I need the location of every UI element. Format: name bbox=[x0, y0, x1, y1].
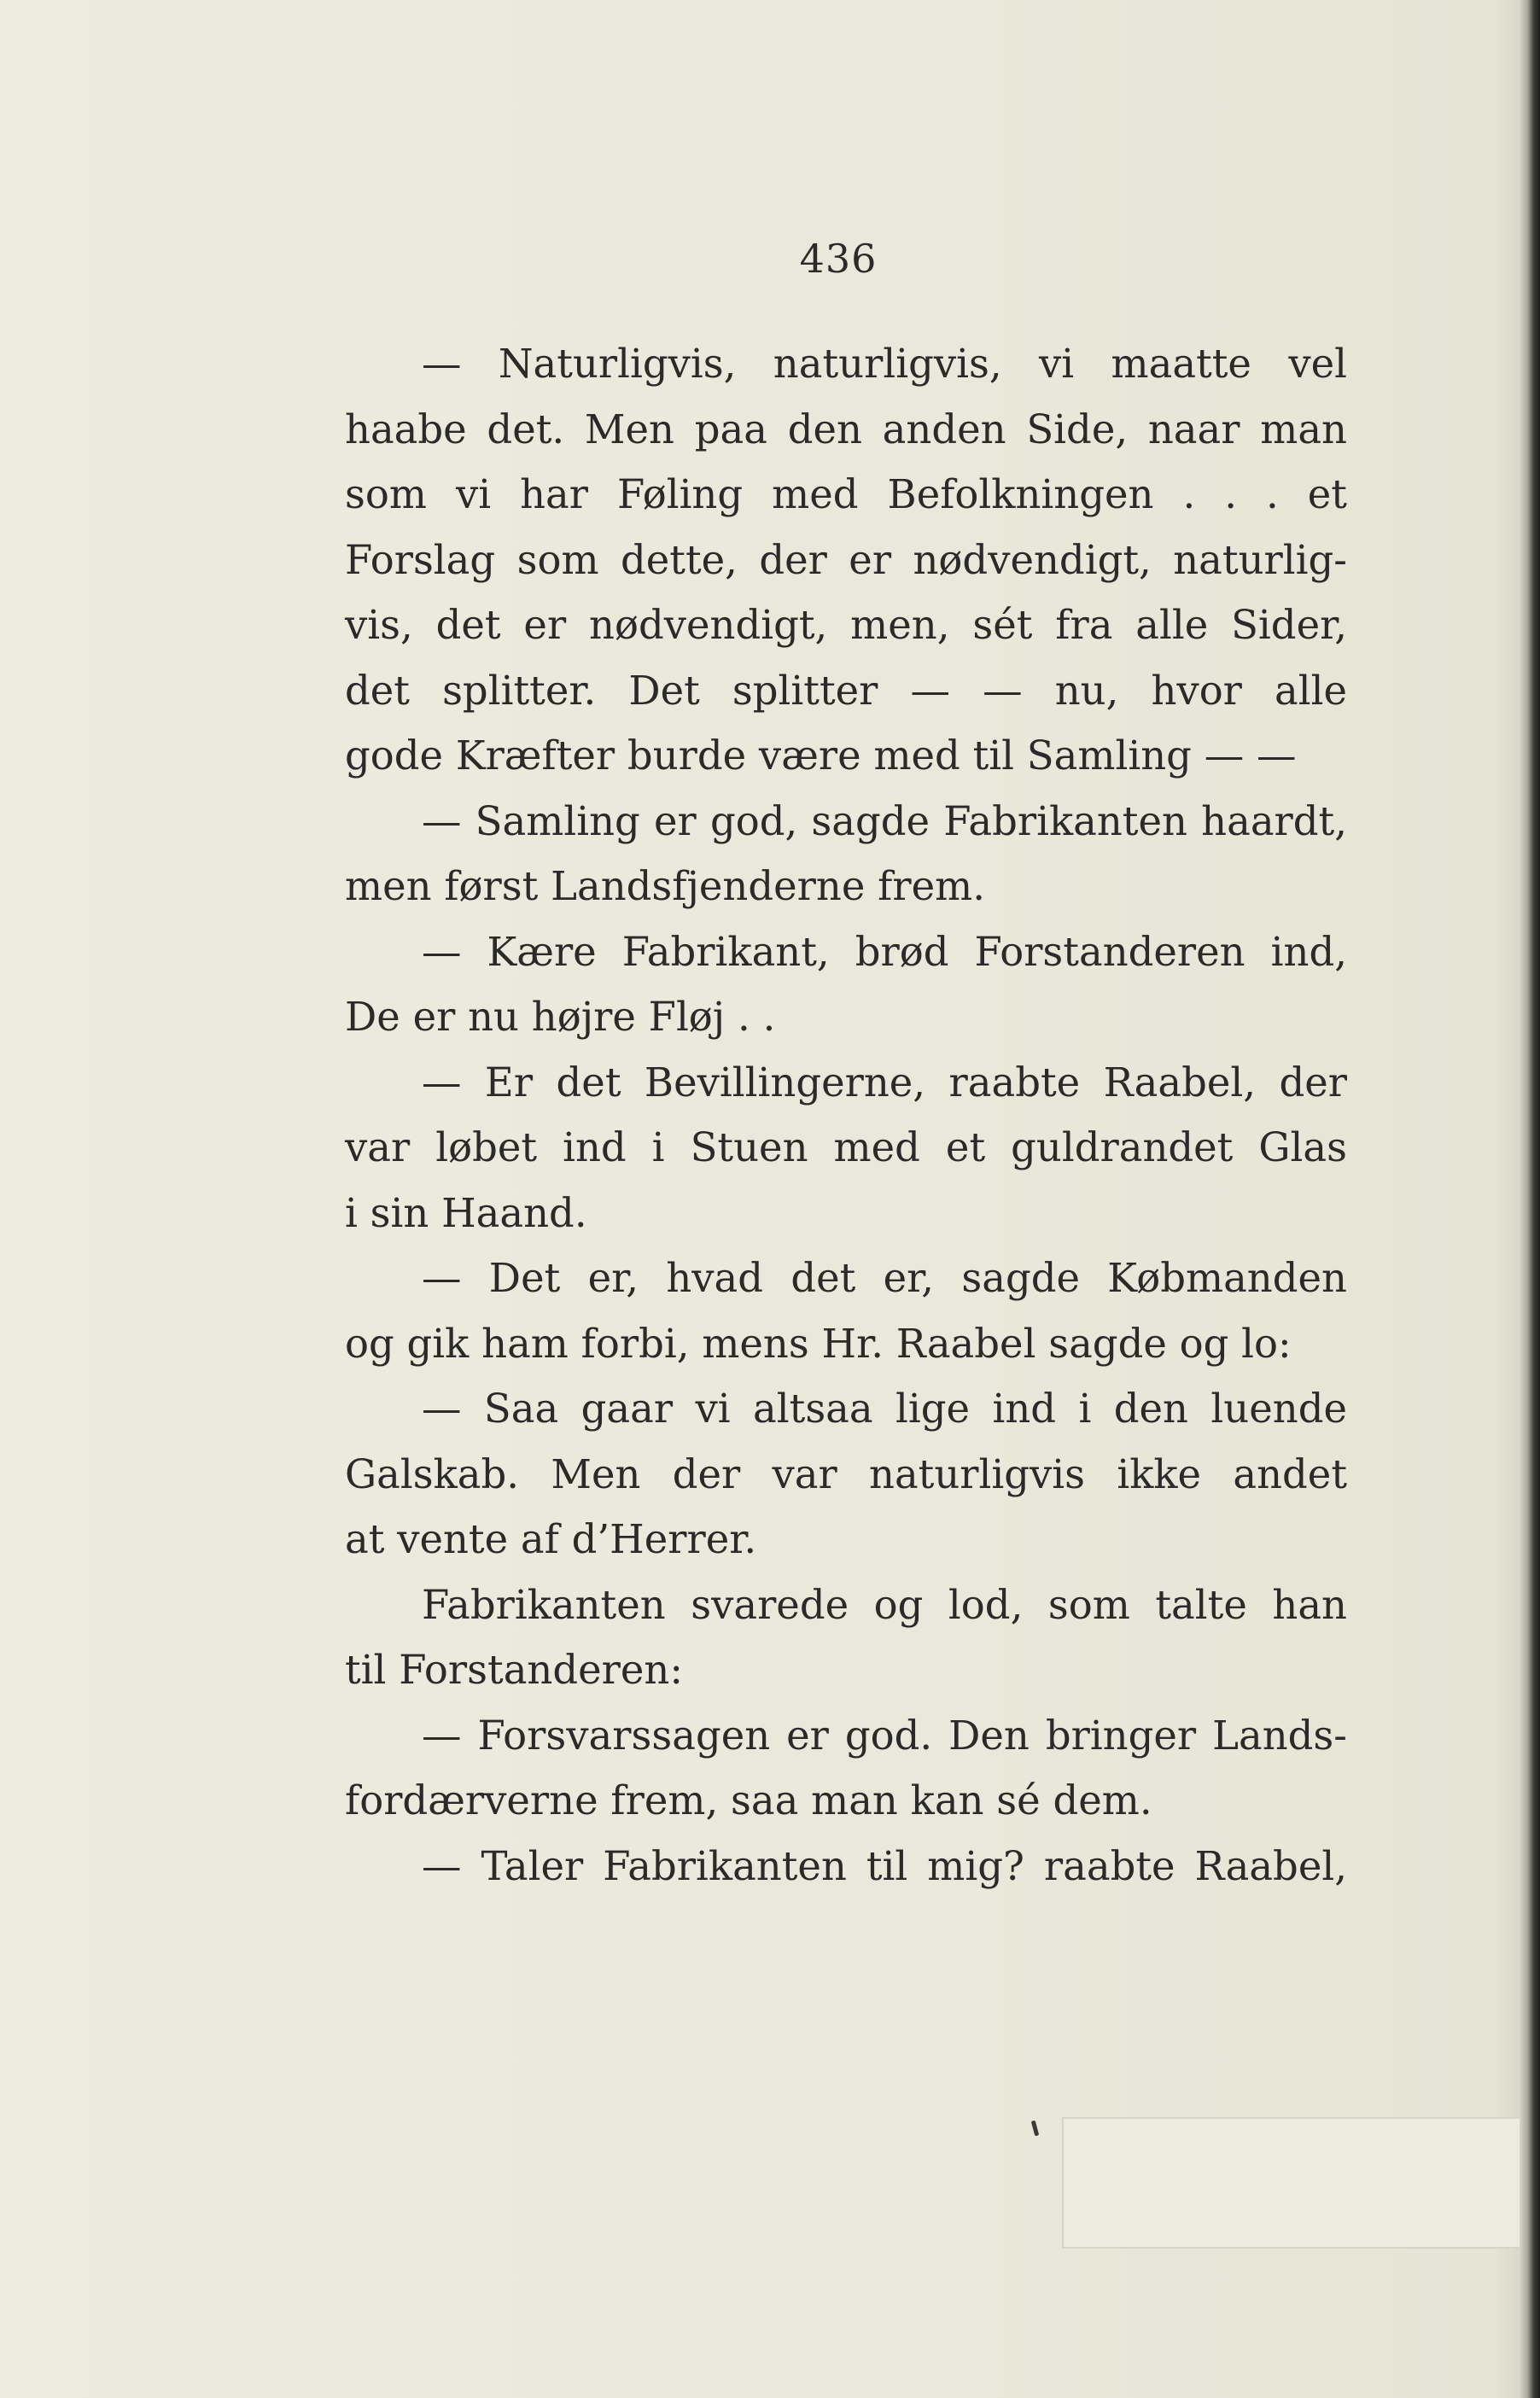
text-line: — Naturligvis, naturligvis, vi maatte vel bbox=[422, 341, 1347, 387]
page-edge-shadow bbox=[1520, 0, 1540, 2398]
ink-speck bbox=[1031, 2121, 1039, 2137]
text-line: det splitter. Det splitter — — nu, hvor alle bbox=[345, 667, 1347, 714]
text-line: Galskab. Men der var naturligvis ikke andet bbox=[345, 1450, 1347, 1497]
text-line: Forslag som dette, der er nødvendigt, naturlig- bbox=[345, 536, 1347, 583]
text-line: gode Kræfter burde være med til Samling — — bbox=[345, 732, 1297, 779]
text-line: Fabrikanten svarede og lod, som talte han bbox=[422, 1581, 1347, 1628]
text-line: — Samling er god, sagde Fabrikanten haardt, bbox=[422, 797, 1347, 844]
text-line: vis, det er nødvendigt, men, sét fra alle Sider, bbox=[345, 602, 1347, 648]
text-line: til Forstanderen: bbox=[345, 1647, 684, 1693]
text-line: — Saa gaar vi altsaa lige ind i den luende bbox=[422, 1386, 1347, 1432]
text-line: De er nu højre Fløj . . bbox=[345, 994, 776, 1040]
text-line: — Kære Fabrikant, brød Forstanderen ind, bbox=[422, 928, 1347, 975]
paper-patch bbox=[1062, 2117, 1521, 2249]
text-line: — Taler Fabrikanten til mig? raabte Raabel, bbox=[422, 1842, 1347, 1889]
text-line: — Er det Bevillingerne, raabte Raabel, der bbox=[422, 1059, 1347, 1106]
text-line: fordærverne frem, saa man kan sé dem. bbox=[345, 1777, 1152, 1823]
text-line: i sin Haand. bbox=[345, 1189, 587, 1236]
text-line: — Det er, hvad det er, sagde Købmanden bbox=[422, 1255, 1347, 1301]
body-text bbox=[345, 331, 1347, 1899]
text-line: at vente af d’Herrer. bbox=[345, 1516, 757, 1562]
text-line: var løbet ind i Stuen med et guldrandet Glas bbox=[345, 1124, 1347, 1170]
text-line: og gik ham forbi, mens Hr. Raabel sagde og lo: bbox=[345, 1320, 1292, 1367]
text-line: men først Landsfjenderne frem. bbox=[345, 863, 985, 909]
page-number: 436 bbox=[799, 236, 878, 282]
text-line: som vi har Føling med Befolkningen . . . et bbox=[345, 471, 1347, 517]
text-line: — Forsvarssagen er god. Den bringer Lands- bbox=[422, 1712, 1347, 1759]
text-line: haabe det. Men paa den anden Side, naar man bbox=[345, 406, 1347, 452]
